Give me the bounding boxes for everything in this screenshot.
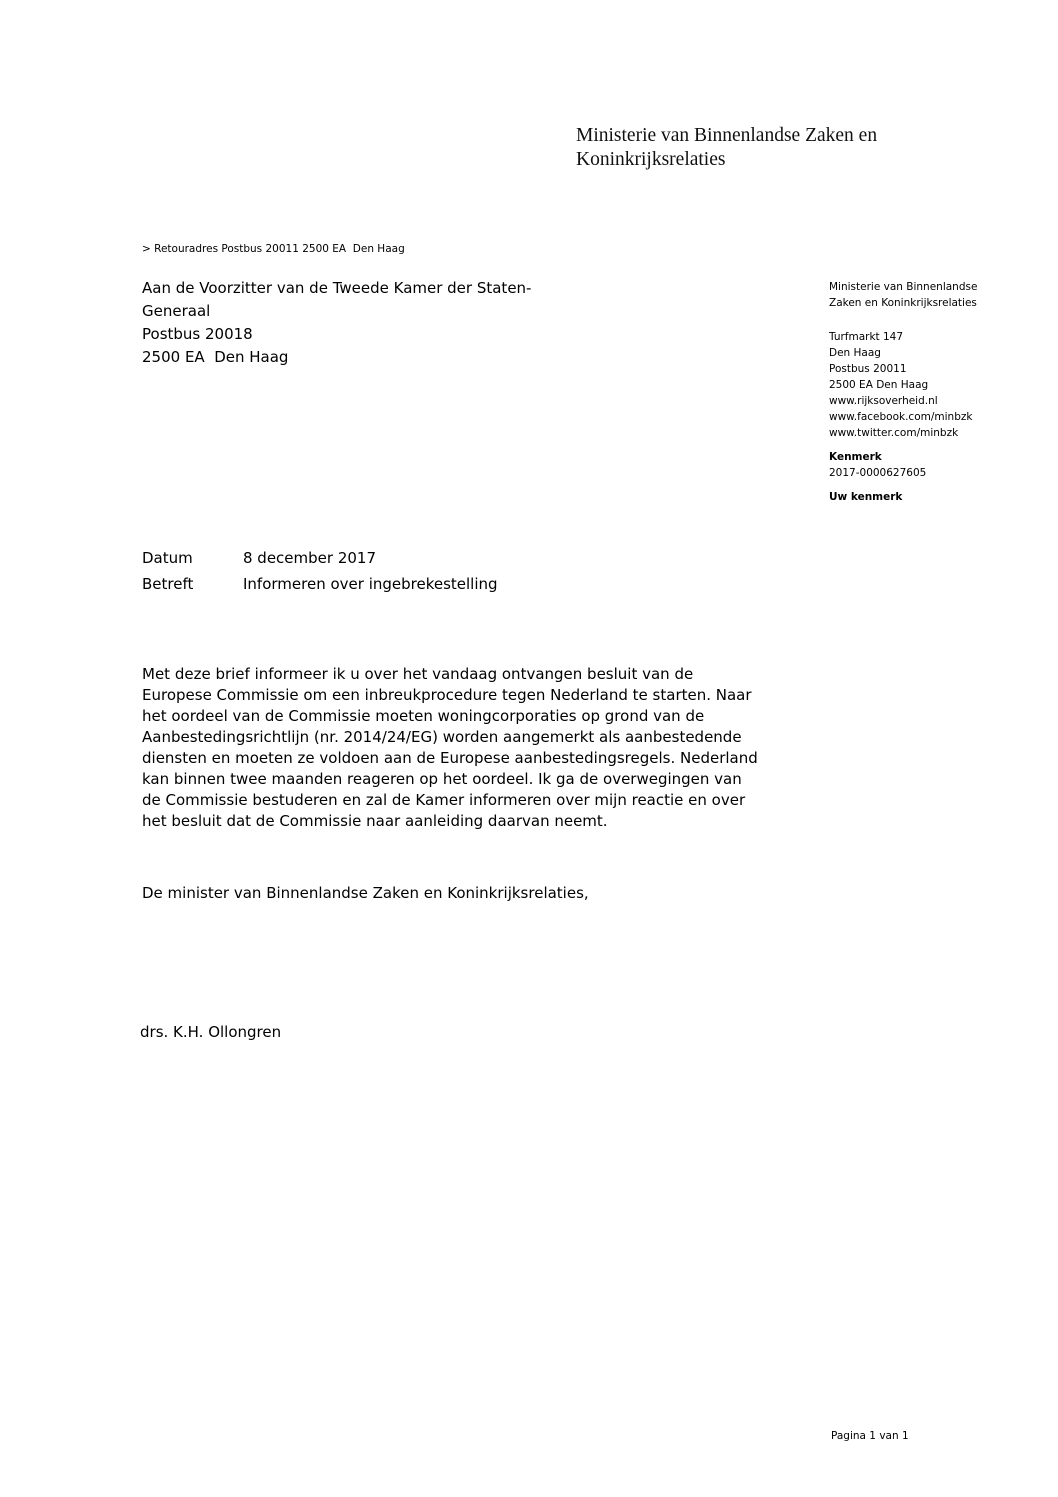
betreft-label: Betreft bbox=[142, 575, 194, 593]
sidebar-website-link[interactable]: www.rijksoverheid.nl bbox=[829, 395, 938, 407]
body-line: kan binnen twee maanden reageren op het oordeel. Ik ga de overwegingen van bbox=[142, 770, 742, 788]
body-line: het besluit dat de Commissie naar aanleiding daarvan neemt. bbox=[142, 812, 608, 830]
recipient-line: 2500 EA Den Haag bbox=[142, 348, 289, 366]
sidebar-address-line: 2500 EA Den Haag bbox=[829, 379, 929, 391]
recipient-line: Generaal bbox=[142, 302, 211, 320]
sidebar-address-line: Turfmarkt 147 bbox=[829, 331, 904, 343]
sender-sidebar bbox=[829, 279, 977, 505]
body-line: diensten en moeten ze voldoen aan de Europese aanbestedingsregels. Nederland bbox=[142, 749, 758, 767]
return-address: > Retouradres Postbus 20011 2500 EA Den Haag bbox=[142, 243, 405, 255]
recipient-address bbox=[142, 277, 531, 369]
sidebar-address-line: Den Haag bbox=[829, 347, 881, 359]
letterhead-line-1: Ministerie van Binnenlandse Zaken en bbox=[576, 125, 878, 146]
ministry-letterhead bbox=[576, 124, 877, 172]
datum-value: 8 december 2017 bbox=[243, 549, 377, 567]
sidebar-twitter-link[interactable]: www.twitter.com/minbzk bbox=[829, 427, 959, 439]
betreft-value: Informeren over ingebrekestelling bbox=[243, 575, 498, 593]
sidebar-facebook-link[interactable]: www.facebook.com/minbzk bbox=[829, 411, 973, 423]
uw-kenmerk-label: Uw kenmerk bbox=[829, 491, 903, 503]
datum-label: Datum bbox=[142, 549, 193, 567]
signatory-name: drs. K.H. Ollongren bbox=[140, 1023, 282, 1041]
body-line: de Commissie bestuderen en zal de Kamer informeren over mijn reactie en over bbox=[142, 791, 746, 809]
body-line: het oordeel van de Commissie moeten woningcorporaties op grond van de bbox=[142, 707, 705, 725]
page-number: Pagina 1 van 1 bbox=[831, 1430, 909, 1442]
letter-meta bbox=[142, 545, 498, 597]
closing-line: De minister van Binnenlandse Zaken en Koninkrijksrelaties, bbox=[142, 884, 589, 902]
sidebar-address-line: Postbus 20011 bbox=[829, 363, 907, 375]
recipient-line: Postbus 20018 bbox=[142, 325, 253, 343]
body-line: Europese Commissie om een inbreukprocedure tegen Nederland te starten. Naar bbox=[142, 686, 752, 704]
letterhead-line-2: Koninkrijksrelaties bbox=[576, 149, 726, 170]
meta-row-betreft bbox=[142, 571, 498, 597]
sidebar-org-line: Zaken en Koninkrijksrelaties bbox=[829, 297, 977, 309]
body-line: Met deze brief informeer ik u over het vandaag ontvangen besluit van de bbox=[142, 665, 694, 683]
body-line: Aanbestedingsrichtlijn (nr. 2014/24/EG) worden aangemerkt als aanbestedende bbox=[142, 728, 742, 746]
recipient-line: Aan de Voorzitter van de Tweede Kamer der Staten- bbox=[142, 279, 532, 297]
letter-body bbox=[142, 664, 758, 832]
meta-row-datum bbox=[142, 545, 498, 571]
kenmerk-value: 2017-0000627605 bbox=[829, 467, 927, 479]
kenmerk-label: Kenmerk bbox=[829, 451, 882, 463]
sidebar-org-line: Ministerie van Binnenlandse bbox=[829, 281, 978, 293]
